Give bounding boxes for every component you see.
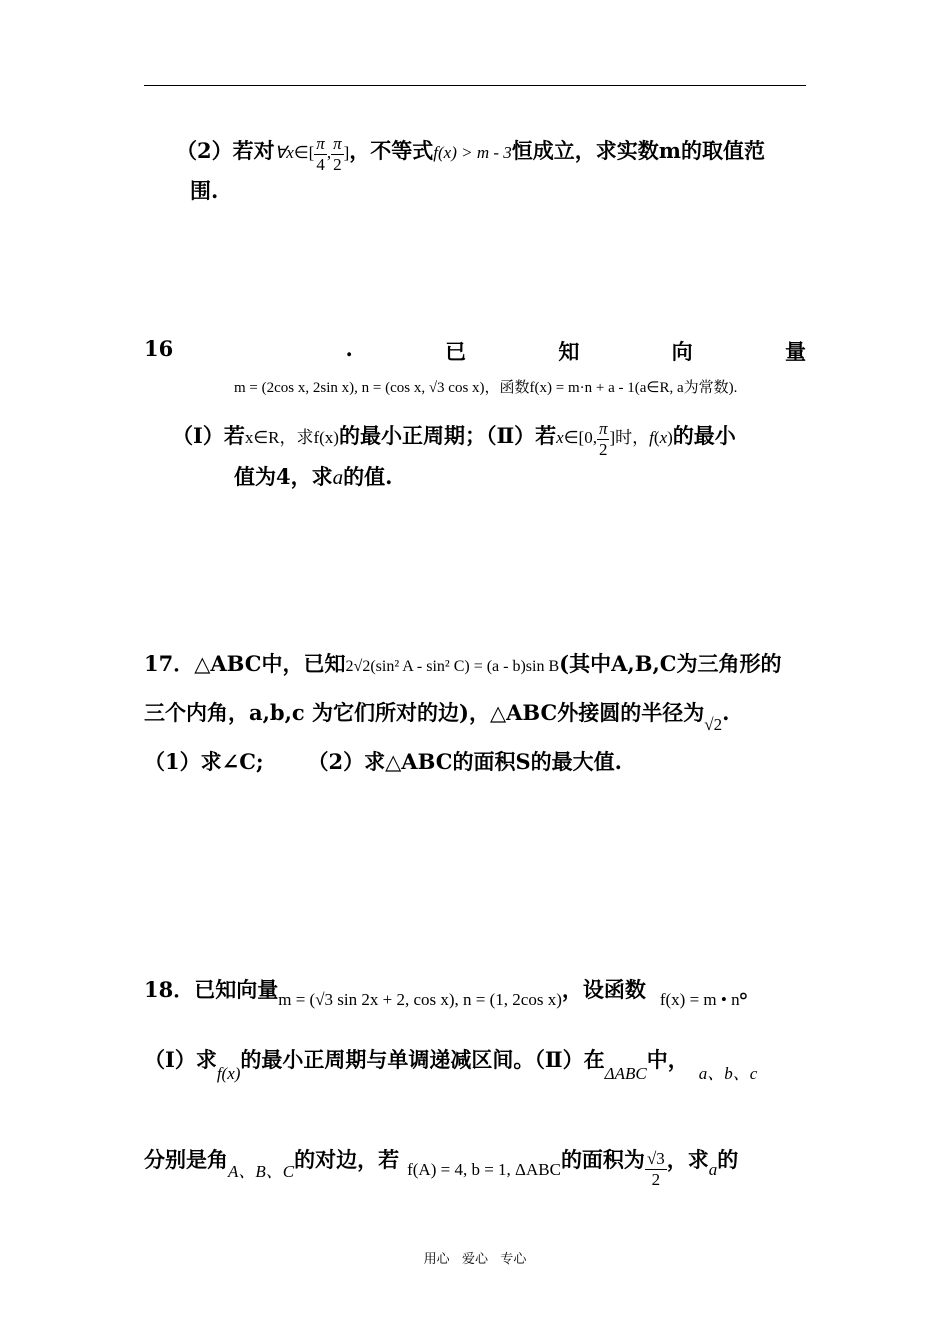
q16-char-1: 已 <box>445 339 467 364</box>
q18-line1 <box>144 974 761 1009</box>
q18-vectors: m = (√3 sin 2x + 2, cos x), n = (1, 2cos x) <box>278 990 562 1009</box>
q18-line3-area: $\frac{√3}{2}$ <box>646 1149 665 1189</box>
q15-part2-mid: ，不等式 <box>349 138 434 163</box>
q15-part2-domain: ∀x∈[ $\frac{\pi}{4}$ , $\frac{\pi}{2}$ ] <box>274 133 350 174</box>
q18-line3-cond: f(A) = 4, b = 1, ΔABC <box>407 1160 561 1179</box>
q16-char-4: 量 <box>784 339 806 364</box>
q17-equation: 2√2(sin² A - sin² C) = (a - b)sin B <box>345 658 560 675</box>
q15-part2-cont: 围. <box>190 178 219 203</box>
q16-part2-suffix: 的值. <box>343 464 393 489</box>
q18-line3-e: 的 <box>717 1147 739 1172</box>
q16-part1-cond: x∈R，求f(x) <box>244 428 339 447</box>
q16-char-3: 向 <box>671 339 693 364</box>
q18-line3-angles: A、B、C <box>228 1162 295 1181</box>
q18-func: f(x) = m • n <box>659 990 740 1009</box>
q18-line2-sides: a、b、c <box>698 1064 758 1083</box>
q16-part2-cont <box>234 461 392 491</box>
q16-part2-var: a <box>332 465 344 489</box>
q18-line2-a: （Ⅰ）求 <box>144 1047 217 1072</box>
q17-line2-text: 三个内角，a,b,c 为它们所对的边)，△ABC外接圆的半径为 <box>144 700 705 725</box>
q16-char-2: 知 <box>558 339 580 364</box>
q16-dot: . <box>345 336 353 361</box>
q17-radius: √2 <box>704 715 723 734</box>
q16-heading <box>144 336 806 366</box>
q18-text1: ，设函数 <box>561 977 646 1002</box>
q15-part2-prefix: （2）若对 <box>176 138 275 163</box>
q17-line2-end: . <box>722 700 730 725</box>
q18-line3-d: ，求 <box>666 1147 709 1172</box>
q16-part1-line <box>172 416 736 460</box>
q17-line3: （1）求∠C; （2）求△ABC的面积S的最大值. <box>144 749 622 774</box>
q17-line1 <box>144 648 781 678</box>
q18-line2-b: 的最小正周期与单调递减区间。（Ⅱ）在 <box>240 1047 605 1072</box>
q16-part2-text: 的最小 <box>672 423 736 448</box>
q15-part2-line <box>176 133 765 177</box>
q18-line2-c: 中， <box>646 1047 689 1072</box>
q17-label: 17．△ABC中，已知 <box>144 651 346 676</box>
q16-vectors: m = (2cos x, 2sin x), n = (cos x, √3 cos x)，函数f(x) = m·n + a - 1(a∈R, a为常数). <box>234 380 738 396</box>
q18-line2-tri: ΔABC <box>604 1064 647 1083</box>
q18-line3-a: 分别是角 <box>144 1147 228 1172</box>
q16-part2-prefix: 值为4，求 <box>234 464 333 489</box>
q18-line3-c: 的面积为 <box>560 1147 645 1172</box>
q16-part1-label: （Ⅰ）若 <box>172 423 245 448</box>
q18-text1-end: 。 <box>739 977 761 1002</box>
q18-label: 18．已知向量 <box>144 977 279 1002</box>
q16-number: 16 <box>144 336 174 361</box>
q18-line2 <box>144 1044 758 1083</box>
q18-line3-var: a <box>708 1160 718 1179</box>
q18-line3 <box>144 1146 738 1196</box>
q16-part2-cond: x∈[0, $\frac{\pi}{2}$ ]时，f(x) <box>556 418 673 459</box>
header-rule <box>144 85 806 86</box>
q15-part2-ineq: f(x) > m - 3 <box>433 143 512 162</box>
page-footer: 用心 爱心 专心 <box>423 1252 527 1267</box>
q17-text1: (其中A,B,C为三角形的 <box>559 651 782 676</box>
q17-line2 <box>144 697 730 734</box>
q18-line3-b: 的对边，若 <box>294 1147 400 1172</box>
q16-part1-text: 的最小正周期；（Ⅱ）若 <box>338 423 557 448</box>
q18-line2-fx: f(x) <box>216 1064 241 1083</box>
q15-part2-suffix: 恒成立，求实数m的取值范 <box>511 138 766 163</box>
